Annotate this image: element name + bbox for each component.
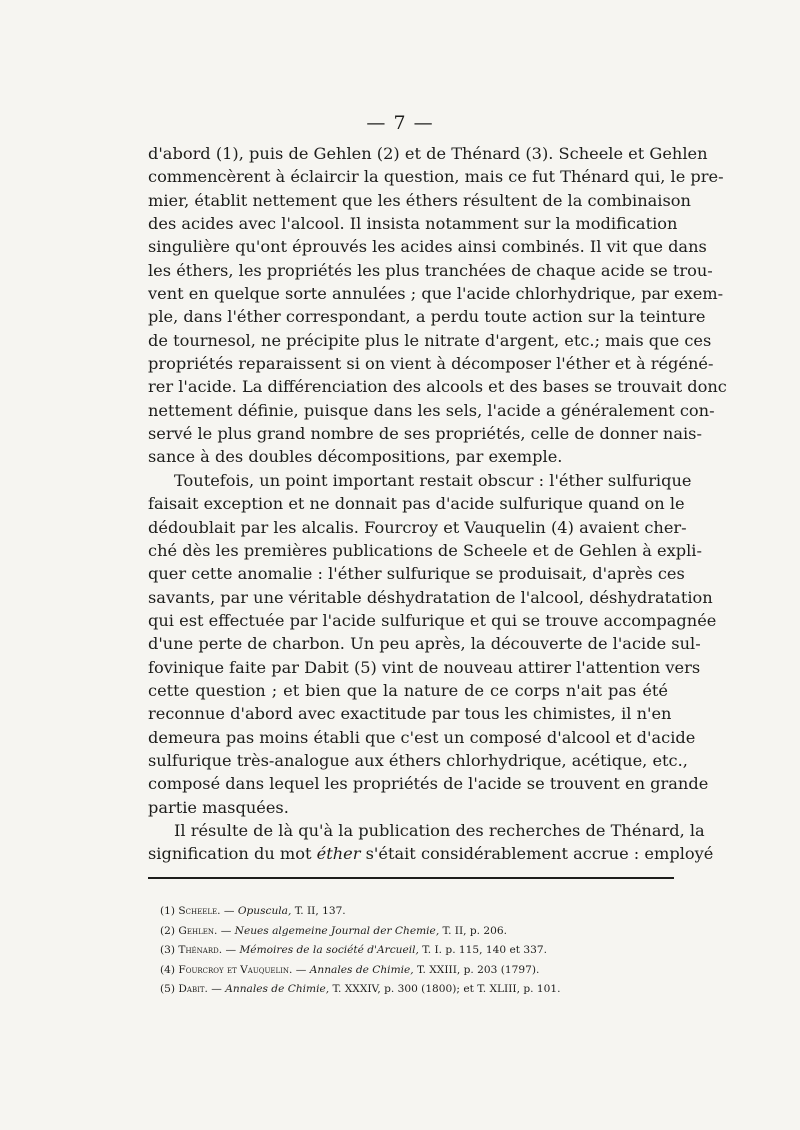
footnote-ref: T. XXXIV, p. 300 (1800); et T. XLIII, p. 101.: [329, 983, 561, 995]
footnote: [160, 941, 670, 961]
footnote-title: Annales de Chimie,: [225, 983, 330, 995]
text-line: de tournesol, ne précipite plus le nitrate d'argent, etc.; mais que ces: [148, 330, 712, 350]
text-line: dédoublait par les alcalis. Fourcroy et Vauquelin (4) avaient cher-: [148, 517, 687, 537]
text-line: vent en quelque sorte annulées ; que l'acide chlorhydrique, par exem-: [148, 284, 724, 304]
text-line: composé dans lequel les propriétés de l'acide se trouvent en grande: [148, 774, 709, 794]
text-line: savants, par une véritable déshydratation de l'alcool, déshydratation: [148, 587, 713, 607]
footnote-number: (5): [160, 983, 176, 995]
text-line: sance à des doubles décompositions, par exemple.: [148, 447, 563, 467]
italic-term: éther: [316, 844, 361, 864]
text-line: d'une perte de charbon. Un peu après, la découverte de l'acide sul-: [148, 634, 701, 654]
text-line: ché dès les premières publications de Scheele et de Gehlen à expli-: [148, 540, 702, 560]
text-segment: s'était considérablement accrue : employé: [360, 844, 714, 864]
footnote-author: Scheele.: [178, 905, 221, 917]
text-line: sulfurique très-analogue aux éthers chlorhydrique, acétique, etc.,: [148, 750, 688, 770]
text-line: singulière qu'ont éprouvés les acides ainsi combinés. Il vit que dans: [148, 237, 707, 257]
text-line: servé le plus grand nombre de ses propriétés, celle de donner nais-: [148, 424, 702, 444]
text-line: Toutefois, un point important restait obscur : l'éther sulfurique: [174, 470, 692, 490]
footnote: [160, 902, 670, 922]
footnote-divider: [148, 877, 674, 879]
footnotes: [160, 902, 670, 1000]
footnote: [160, 961, 670, 981]
footnote-dash: —: [222, 944, 240, 956]
footnote-number: (3): [160, 944, 176, 956]
text-line: cette question ; et bien que la nature de ce corps n'ait pas été: [148, 680, 668, 700]
text-line: quer cette anomalie : l'éther sulfurique se produisait, d'après ces: [148, 564, 685, 584]
footnote-ref: T. II, 137.: [291, 905, 346, 917]
text-line: les éthers, les propriétés les plus tranchées de chaque acide se trou-: [148, 260, 713, 280]
footnote-dash: —: [217, 924, 235, 937]
footnote-ref: T. XXIII, p. 203 (1797).: [413, 963, 540, 976]
footnote-title: Annales de Chimie,: [309, 963, 414, 976]
footnote-author: Fourcroy et Vauquelin.: [178, 963, 293, 976]
text-line: faisait exception et ne donnait pas d'acide sulfurique quand on le: [148, 494, 685, 514]
footnote-title: Neues algemeine Journal der Chemie,: [234, 924, 440, 937]
text-line: ple, dans l'éther correspondant, a perdu toute action sur la teinture: [148, 307, 706, 327]
text-line: fovinique faite par Dabit (5) vint de nouveau attirer l'attention vers: [148, 657, 701, 677]
footnote-dash: —: [292, 963, 310, 976]
footnote: [160, 922, 670, 942]
footnote-ref: T. II, p. 206.: [439, 924, 508, 937]
footnote-ref: T. I. p. 115, 140 et 337.: [418, 944, 547, 956]
text-line: des acides avec l'alcool. Il insista notamment sur la modification: [148, 214, 678, 234]
text-line: nettement définie, puisque dans les sels, l'acide a généralement con-: [148, 400, 715, 420]
footnote-number: (2): [160, 924, 176, 937]
text-line: propriétés reparaissent si on vient à décomposer l'éther et à régéné-: [148, 354, 714, 374]
footnote-author: Thénard.: [178, 944, 223, 956]
text-line: Il résulte de là qu'à la publication des recherches de Thénard, la: [174, 820, 705, 840]
footnote: [160, 980, 670, 1000]
text-line: partie masquées.: [148, 797, 289, 817]
body-text: [148, 142, 727, 866]
footnote-author: Gehlen.: [178, 924, 218, 937]
footnote-number: (1): [160, 905, 176, 917]
text-line: commencèrent à éclaircir la question, mais ce fut Thénard qui, le pre-: [148, 167, 724, 187]
text-line: [148, 842, 714, 865]
footnote-dash: —: [207, 983, 226, 995]
footnote-title: Opuscula,: [237, 905, 292, 917]
text-line: reconnue d'abord avec exactitude par tous les chimistes, il n'en: [148, 704, 672, 724]
text-line: mier, établit nettement que les éthers résultent de la combinaison: [148, 190, 691, 210]
footnote-number: (4): [160, 963, 176, 976]
text-line: demeura pas moins établi que c'est un composé d'alcool et d'acide: [148, 727, 696, 747]
page-number: — 7 —: [366, 112, 434, 134]
text-line: d'abord (1), puis de Gehlen (2) et de Thénard (3). Scheele et Gehlen: [148, 144, 708, 163]
footnote-author: Dabit.: [178, 983, 208, 995]
footnote-dash: —: [220, 905, 238, 917]
text-segment: signification du mot: [148, 844, 317, 864]
footnote-title: Mémoires de la société d'Arcueil,: [239, 944, 419, 956]
text-line: rer l'acide. La différenciation des alcools et des bases se trouvait donc: [148, 377, 727, 397]
text-line: qui est effectuée par l'acide sulfurique et qui se trouve accompagnée: [148, 610, 717, 630]
